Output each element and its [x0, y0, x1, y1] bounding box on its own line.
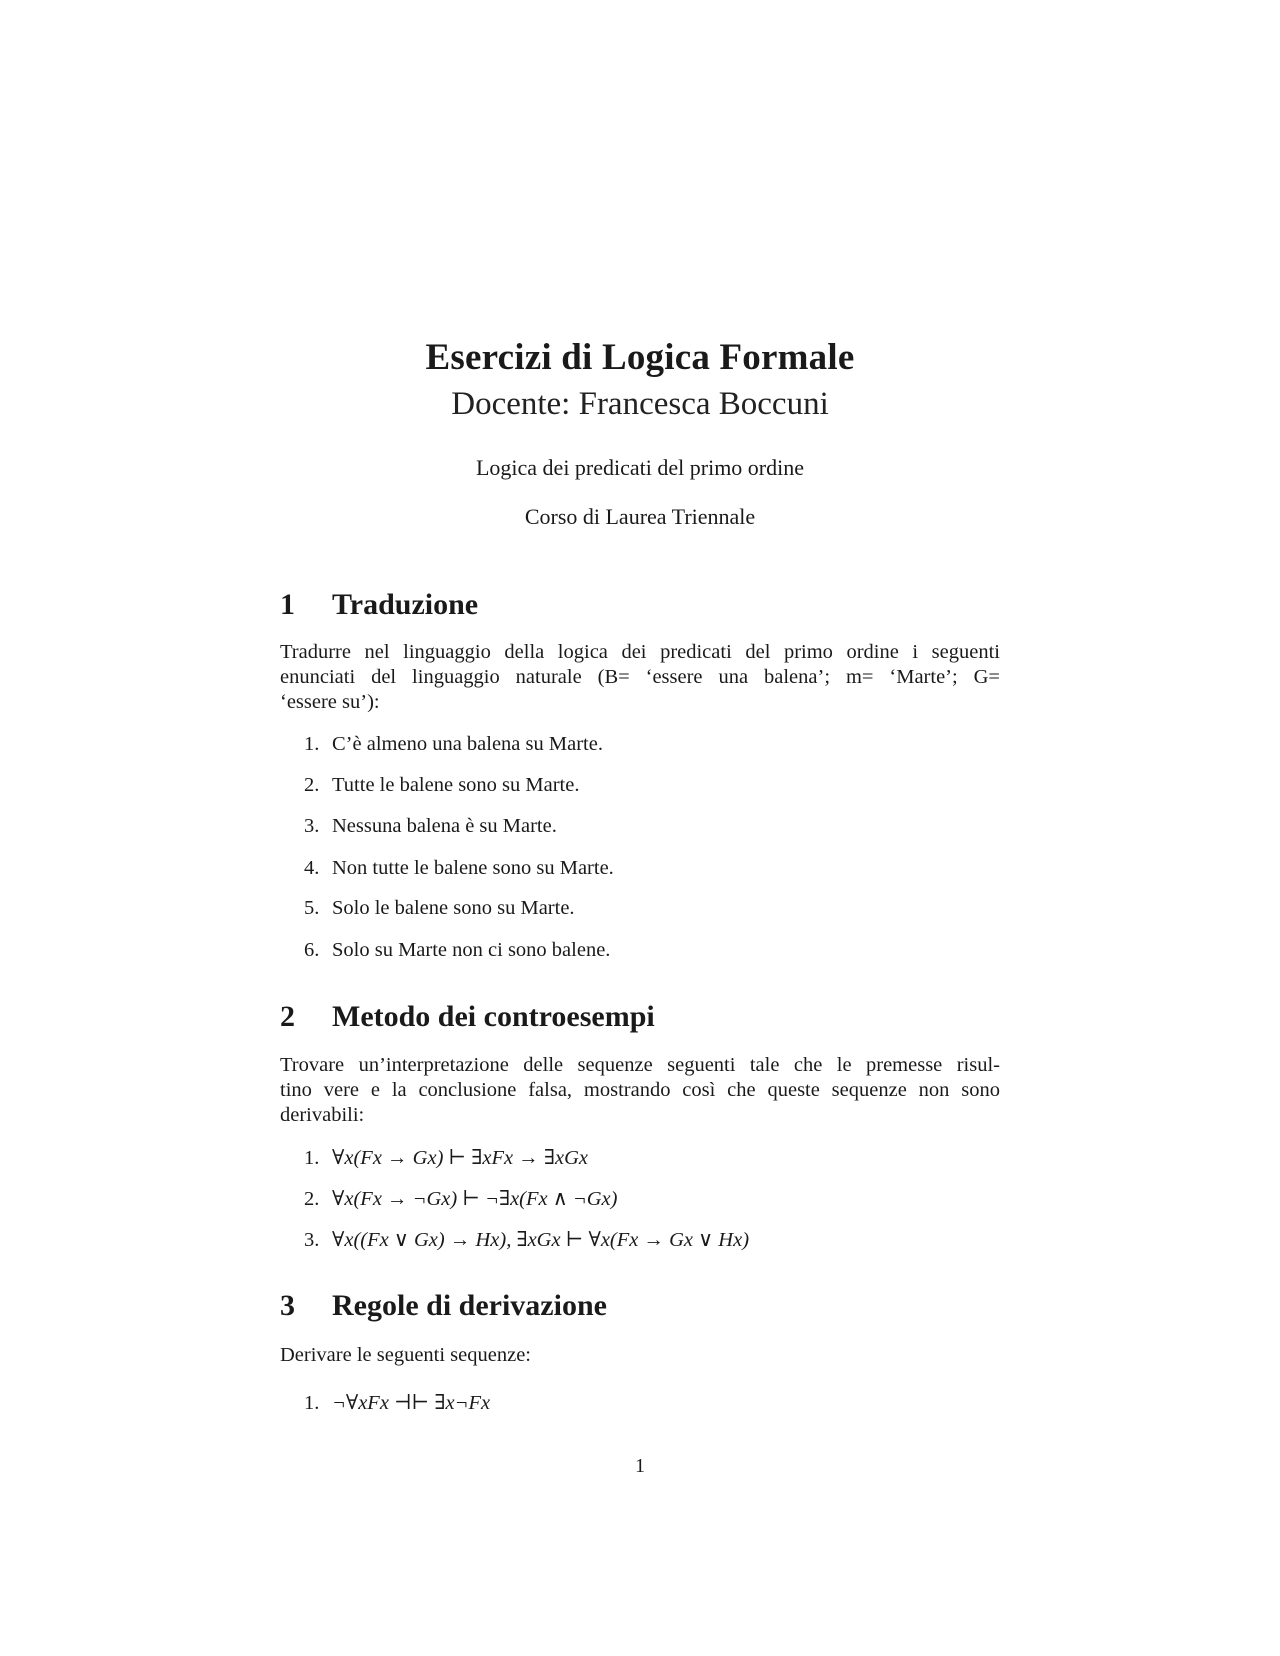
- section-heading: [280, 587, 478, 623]
- section-intro: [280, 1343, 1000, 1368]
- section-intro: [280, 1053, 1000, 1128]
- title-block: [280, 335, 1000, 427]
- list-item: [304, 896, 575, 921]
- paragraph-line: Tradurre nel linguaggio della logica dei predicati del primo ordine i seguenti: [280, 641, 1000, 663]
- item-number: 3.: [304, 815, 320, 837]
- item-number: 2.: [304, 1188, 320, 1210]
- item-text: Solo su Marte non ci sono balene.: [332, 939, 611, 961]
- item-text: Solo le balene sono su Marte.: [332, 897, 575, 919]
- list-item: [304, 1391, 490, 1416]
- formula: ∀x(Fx → Gx) ⊢ ∃xFx → ∃xGx: [332, 1147, 588, 1169]
- item-number: 1.: [304, 1392, 320, 1414]
- item-text: Tutte le balene sono su Marte.: [332, 774, 580, 796]
- page-number: 1: [635, 1455, 645, 1477]
- section-title: Regole di derivazione: [332, 1289, 607, 1322]
- list-item: [304, 1187, 617, 1212]
- item-number: 3.: [304, 1229, 320, 1251]
- section-number: 2: [280, 1000, 295, 1033]
- document-title: Esercizi di Logica Formale: [425, 337, 855, 378]
- document-subtitle: Logica dei predicati del primo ordine: [475, 455, 805, 480]
- list-item: [304, 773, 579, 798]
- paragraph-line: ‘essere su’):: [280, 691, 380, 713]
- section-number: 1: [280, 588, 295, 621]
- document-page: [280, 0, 1000, 1656]
- list-item: [304, 938, 610, 963]
- paragraph-line: tino vere e la conclusione falsa, mostrando così che queste sequenze non sono: [280, 1079, 1000, 1101]
- section-intro: [280, 640, 1000, 715]
- paragraph-line: Trovare un’interpretazione delle sequenze seguenti tale che le premesse risul-: [280, 1054, 1000, 1076]
- list-item: [304, 856, 614, 881]
- list-item: [304, 1146, 588, 1171]
- item-number: 4.: [304, 857, 320, 879]
- paragraph-line: enunciati del linguaggio naturale (B= ‘essere una balena’; m= ‘Marte’; G=: [280, 666, 1000, 688]
- section-heading: [280, 999, 655, 1035]
- paragraph-line: Derivare le seguenti sequenze:: [280, 1344, 532, 1366]
- list-item: [304, 1228, 749, 1253]
- paragraph-line: derivabili:: [280, 1104, 365, 1126]
- item-number: 6.: [304, 939, 320, 961]
- formula: ∀x((Fx ∨ Gx) → Hx), ∃xGx ⊢ ∀x(Fx → Gx ∨ Hx): [332, 1229, 750, 1251]
- document-author: Docente: Francesca Boccuni: [451, 386, 829, 422]
- section-title: Metodo dei controesempi: [332, 1000, 655, 1033]
- item-text: C’è almeno una balena su Marte.: [332, 733, 603, 755]
- item-number: 1.: [304, 1147, 320, 1169]
- section-number: 3: [280, 1289, 295, 1322]
- section-title: Traduzione: [332, 588, 479, 621]
- list-item: [304, 814, 557, 839]
- item-text: Non tutte le balene sono su Marte.: [332, 857, 614, 879]
- formula: ¬∀xFx ⊣⊢ ∃x¬Fx: [332, 1392, 491, 1414]
- formula: ∀x(Fx → ¬Gx) ⊢ ¬∃x(Fx ∧ ¬Gx): [332, 1188, 618, 1210]
- item-number: 1.: [304, 733, 320, 755]
- item-text: Nessuna balena è su Marte.: [332, 815, 557, 837]
- list-item: [304, 732, 603, 757]
- section-heading: [280, 1288, 607, 1324]
- item-number: 5.: [304, 897, 320, 919]
- item-number: 2.: [304, 774, 320, 796]
- document-course: Corso di Laurea Triennale: [524, 504, 756, 529]
